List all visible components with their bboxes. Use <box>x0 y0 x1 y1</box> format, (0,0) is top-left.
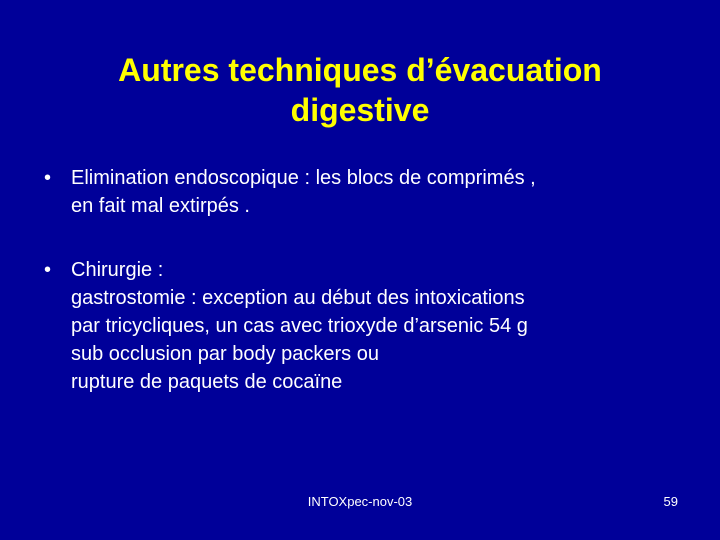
bullet-text-line: gastrostomie : exception au début des intoxications <box>71 287 525 309</box>
bullet-text-line: Chirurgie : <box>71 259 164 281</box>
footer-label: INTOXpec-nov-03 <box>307 494 413 509</box>
slide-title-line: digestive <box>290 92 430 128</box>
bullet-marker: • <box>44 259 52 281</box>
bullet-item-endoscopy <box>44 164 684 220</box>
page-number: 59 <box>663 494 678 509</box>
bullet-text-line: en fait mal extirpés . <box>71 195 250 217</box>
bullet-marker: • <box>44 167 52 189</box>
bullet-text-line: Elimination endoscopique : les blocs de comprimés , <box>71 167 536 189</box>
bullet-text-line: rupture de paquets de cocaïne <box>71 371 343 393</box>
slide-title-line: Autres techniques d’évacuation <box>118 52 602 88</box>
bullet-text-line: sub occlusion par body packers ou <box>71 343 379 365</box>
slide-title <box>40 50 680 130</box>
bullet-list <box>44 164 684 396</box>
bullet-item-surgery <box>44 256 684 396</box>
bullet-text-line: par tricycliques, un cas avec trioxyde d’arsenic 54 g <box>71 315 528 337</box>
